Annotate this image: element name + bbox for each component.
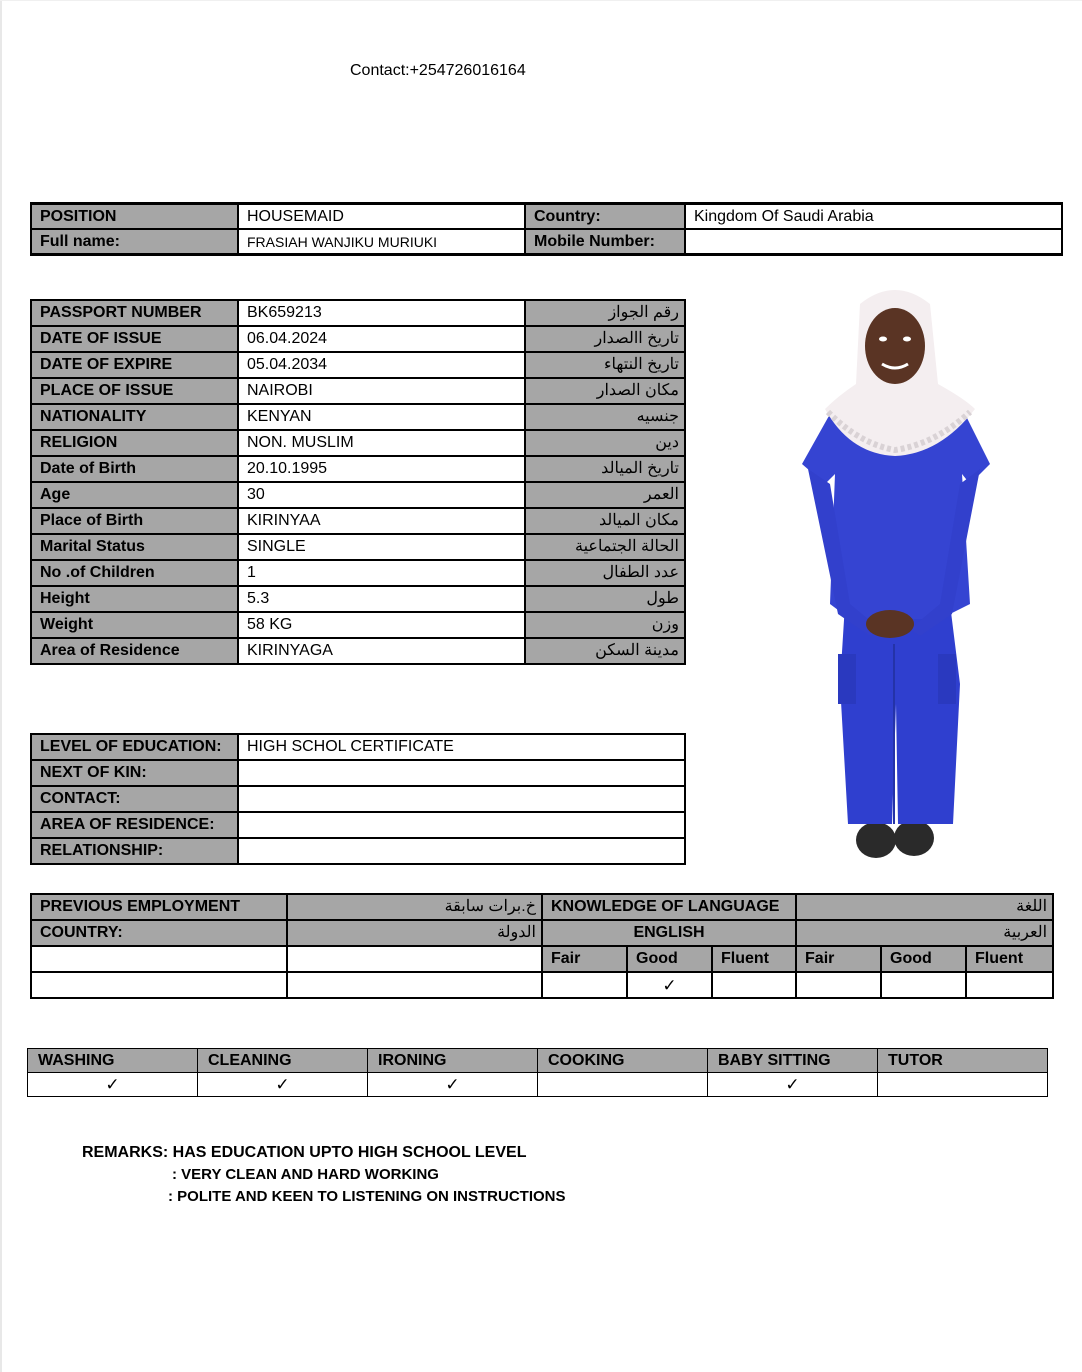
level-good-english: Good <box>627 946 712 972</box>
table-row <box>31 920 1053 946</box>
skill-mark: ✓ <box>28 1073 198 1097</box>
page-edge <box>0 0 2 1372</box>
mark-good-english: ✓ <box>627 972 712 998</box>
field-arabic-label: تاريخ النتهاء <box>525 352 685 378</box>
skill-mark <box>538 1073 708 1097</box>
field-label: PASSPORT NUMBER <box>31 300 238 326</box>
field-value: KIRINYAGA <box>238 638 525 664</box>
field-arabic-label: وزن <box>525 612 685 638</box>
field-value: 06.04.2024 <box>238 326 525 352</box>
table-row <box>31 229 1062 255</box>
field-label: AREA OF RESIDENCE: <box>31 812 238 838</box>
field-arabic-label: طول <box>525 586 685 612</box>
skill-mark: ✓ <box>708 1073 878 1097</box>
field-value <box>238 838 685 864</box>
skill-label: CLEANING <box>198 1049 368 1073</box>
level-fluent-english: Fluent <box>712 946 796 972</box>
mark-fluent-arabic <box>966 972 1053 998</box>
table-row <box>31 352 685 378</box>
field-value: 1 <box>238 560 525 586</box>
skill-label: BABY SITTING <box>708 1049 878 1073</box>
previous-employment-label: PREVIOUS EMPLOYMENT <box>31 894 287 920</box>
mark-fair-arabic <box>796 972 881 998</box>
table-row <box>31 430 685 456</box>
field-label: DATE OF EXPIRE <box>31 352 238 378</box>
table-row <box>31 734 685 760</box>
field-label: LEVEL OF EDUCATION: <box>31 734 238 760</box>
field-label: No .of Children <box>31 560 238 586</box>
field-label: Place of Birth <box>31 508 238 534</box>
personal-details-table <box>30 299 686 665</box>
knowledge-language-label: KNOWLEDGE OF LANGUAGE <box>542 894 796 920</box>
table-row <box>31 378 685 404</box>
skill-label: IRONING <box>368 1049 538 1073</box>
employment-language-table <box>30 893 1054 999</box>
table-row <box>31 456 685 482</box>
previous-employment-arabic: خ.برات سابقة <box>287 894 542 920</box>
fullname-label: Full name: <box>31 229 238 255</box>
field-label: CONTACT: <box>31 786 238 812</box>
employment-cell <box>287 946 542 972</box>
table-row <box>28 1049 1048 1073</box>
field-label: NATIONALITY <box>31 404 238 430</box>
table-row <box>28 1073 1048 1097</box>
country-label: Country: <box>525 204 685 230</box>
mobile-value <box>685 229 1062 255</box>
skill-mark: ✓ <box>368 1073 538 1097</box>
remarks-line: : POLITE AND KEEN TO LISTENING ON INSTRUCTIONS <box>168 1188 566 1205</box>
field-label: Date of Birth <box>31 456 238 482</box>
mobile-label: Mobile Number: <box>525 229 685 255</box>
field-label: Marital Status <box>31 534 238 560</box>
table-row <box>31 972 1053 998</box>
education-table <box>30 733 686 865</box>
candidate-photo <box>790 284 1000 864</box>
table-row <box>31 760 685 786</box>
field-label: Weight <box>31 612 238 638</box>
level-good-arabic: Good <box>881 946 966 972</box>
table-row <box>31 204 1062 230</box>
field-value: 20.10.1995 <box>238 456 525 482</box>
table-row <box>31 534 685 560</box>
field-value: 05.04.2034 <box>238 352 525 378</box>
contact-line: Contact:+254726016164 <box>350 62 526 79</box>
remarks-block <box>82 1144 566 1205</box>
remarks-line: : VERY CLEAN AND HARD WORKING <box>172 1166 439 1183</box>
skills-table <box>27 1048 1048 1097</box>
field-arabic-label: دين <box>525 430 685 456</box>
table-row <box>31 612 685 638</box>
field-value <box>238 786 685 812</box>
field-arabic-label: جنسيه <box>525 404 685 430</box>
field-value: 5.3 <box>238 586 525 612</box>
field-value: NAIROBI <box>238 378 525 404</box>
field-label: RELIGION <box>31 430 238 456</box>
table-row <box>31 894 1053 920</box>
field-value <box>238 812 685 838</box>
language-arabic-label: اللغة <box>796 894 1053 920</box>
field-arabic-label: مكان الصدار <box>525 378 685 404</box>
mark-good-arabic <box>881 972 966 998</box>
position-value: HOUSEMAID <box>238 204 525 230</box>
page-edge-top <box>0 0 1082 1</box>
english-label: ENGLISH <box>542 920 796 946</box>
remarks-line: REMARKS: HAS EDUCATION UPTO HIGH SCHOOL LEVEL <box>82 1144 527 1161</box>
table-row <box>31 586 685 612</box>
table-row <box>31 326 685 352</box>
table-row <box>31 638 685 664</box>
field-value: KENYAN <box>238 404 525 430</box>
field-arabic-label: عدد الطفال <box>525 560 685 586</box>
table-row <box>31 838 685 864</box>
field-value: KIRINYAA <box>238 508 525 534</box>
country-arabic: الدولة <box>287 920 542 946</box>
level-fair-arabic: Fair <box>796 946 881 972</box>
field-label: Height <box>31 586 238 612</box>
skill-mark <box>878 1073 1048 1097</box>
employment-cell <box>31 946 287 972</box>
fullname-value: FRASIAH WANJIKU MURIUKI <box>238 229 525 255</box>
field-value <box>238 760 685 786</box>
skill-label: TUTOR <box>878 1049 1048 1073</box>
country-value: Kingdom Of Saudi Arabia <box>685 204 1062 230</box>
field-label: Age <box>31 482 238 508</box>
field-arabic-label: مدينة السكن <box>525 638 685 664</box>
employment-cell <box>31 972 287 998</box>
table-row <box>31 812 685 838</box>
field-value: 30 <box>238 482 525 508</box>
skill-mark: ✓ <box>198 1073 368 1097</box>
position-label: POSITION <box>31 204 238 230</box>
field-label: PLACE OF ISSUE <box>31 378 238 404</box>
level-fluent-arabic: Fluent <box>966 946 1053 972</box>
field-value: SINGLE <box>238 534 525 560</box>
field-arabic-label: الحالة الجتماعية <box>525 534 685 560</box>
table-row <box>31 482 685 508</box>
field-value: HIGH SCHOL CERTIFICATE <box>238 734 685 760</box>
field-label: NEXT OF KIN: <box>31 760 238 786</box>
field-arabic-label: رقم الجواز <box>525 300 685 326</box>
country-label: COUNTRY: <box>31 920 287 946</box>
table-row <box>31 300 685 326</box>
field-arabic-label: تاريخ الميالد <box>525 456 685 482</box>
employment-cell <box>287 972 542 998</box>
arabic-language-label: العربية <box>796 920 1053 946</box>
header-table <box>30 202 1063 256</box>
skill-label: WASHING <box>28 1049 198 1073</box>
field-arabic-label: تاريخ االصدار <box>525 326 685 352</box>
table-row <box>31 404 685 430</box>
field-arabic-label: مكان الميالد <box>525 508 685 534</box>
mark-fair-english <box>542 972 627 998</box>
field-value: NON. MUSLIM <box>238 430 525 456</box>
skill-label: COOKING <box>538 1049 708 1073</box>
table-row <box>31 508 685 534</box>
table-row <box>31 786 685 812</box>
field-arabic-label: العمر <box>525 482 685 508</box>
table-row <box>31 946 1053 972</box>
field-value: 58 KG <box>238 612 525 638</box>
field-label: Area of Residence <box>31 638 238 664</box>
field-label: DATE OF ISSUE <box>31 326 238 352</box>
mark-fluent-english <box>712 972 796 998</box>
field-label: RELATIONSHIP: <box>31 838 238 864</box>
level-fair-english: Fair <box>542 946 627 972</box>
table-row <box>31 560 685 586</box>
field-value: BK659213 <box>238 300 525 326</box>
